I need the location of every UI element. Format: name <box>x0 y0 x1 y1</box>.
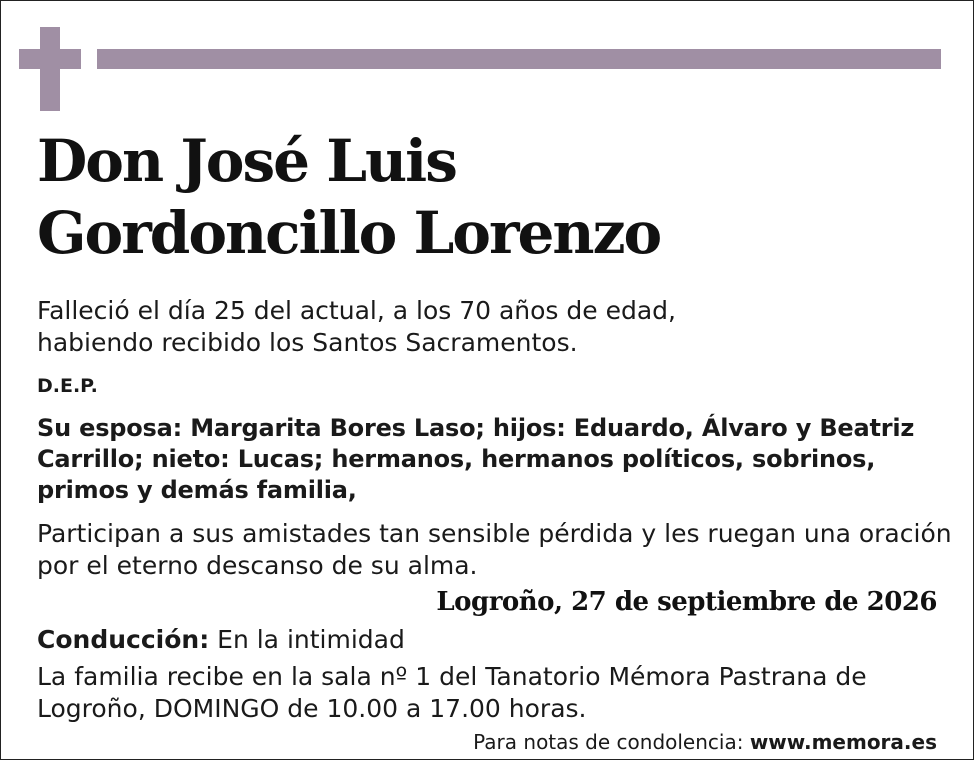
family-line-1: Su esposa: Margarita Bores Laso; hijos: Eduardo, Álvaro y Beatriz <box>37 414 915 442</box>
cross-vertical-bar <box>40 27 60 111</box>
header-divider-bar <box>97 49 941 69</box>
viewing-line-1: La familia recibe en la sala nº 1 del Tanatorio Mémora Pastrana de <box>37 662 867 691</box>
conduction-label: Conducción: <box>37 625 210 654</box>
death-notice-line-2: habiendo recibido los Santos Sacramentos. <box>37 328 578 357</box>
deceased-name <box>37 125 660 269</box>
cross-horizontal-bar <box>19 49 81 69</box>
deceased-name-line-1: Don José Luis <box>37 127 456 195</box>
family-line-2: Carrillo; nieto: Lucas; hermanos, hermanos políticos, sobrinos, <box>37 445 876 473</box>
family-line-3: primos y demás familia, <box>37 476 357 504</box>
request-line-2: por el eterno descanso de su alma. <box>37 551 478 580</box>
death-notice-line-1: Falleció el día 25 del actual, a los 70 años de edad, <box>37 296 676 325</box>
request-line-1: Participan a sus amistades tan sensible pérdida y les ruegan una oración <box>37 519 952 548</box>
family-list <box>37 413 914 506</box>
viewing-line-2: Logroño, DOMINGO de 10.00 a 17.00 horas. <box>37 694 587 723</box>
conduction-info <box>37 624 405 656</box>
conduction-value: En la intimidad <box>209 625 405 654</box>
condolence-label: Para notas de condolencia: <box>473 730 750 754</box>
condolence-footer <box>473 728 937 756</box>
dep-abbreviation: D.E.P. <box>37 375 98 397</box>
deceased-name-line-2: Gordoncillo Lorenzo <box>37 199 661 267</box>
place-and-date: Logroño, 27 de septiembre de 2026 <box>436 587 937 617</box>
condolence-link[interactable]: www.memora.es <box>749 730 937 754</box>
